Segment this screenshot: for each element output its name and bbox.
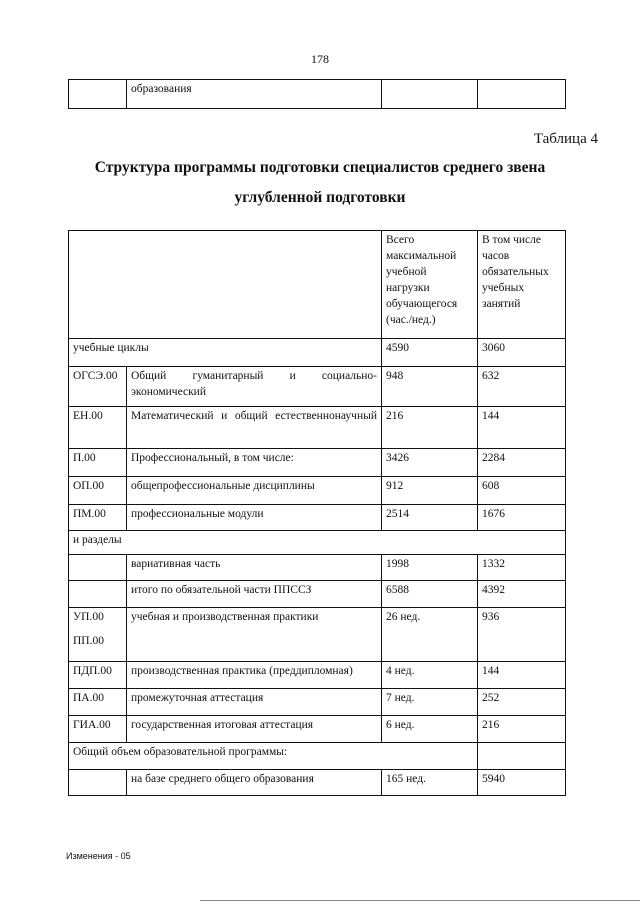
row-code <box>69 770 127 796</box>
row-label: Общий объем образовательной программы: <box>69 743 478 770</box>
row-label: и разделы <box>69 531 566 555</box>
row-code <box>69 555 127 581</box>
header-total-load: Всего максимальной учебной нагрузки обучающегося (час./нед.) <box>382 231 478 339</box>
table-row <box>69 555 566 581</box>
table-row <box>69 716 566 743</box>
row-code: ЕН.00 <box>69 407 127 449</box>
total-value: 3426 <box>382 449 478 477</box>
table-row <box>69 770 566 796</box>
mandatory-value <box>478 743 566 770</box>
row-code: ОГСЭ.00 <box>69 367 127 407</box>
row-code: ГИА.00 <box>69 716 127 743</box>
mandatory-value: 144 <box>478 407 566 449</box>
row-name: производственная практика (преддипломная) <box>127 662 382 689</box>
row-name: на базе среднего общего образования <box>127 770 382 796</box>
footer-revision: Изменения - 05 <box>66 851 131 861</box>
row-name: профессиональные модули <box>127 505 382 531</box>
row-label: учебные циклы <box>69 339 382 367</box>
row-name: итого по обязательной части ППССЗ <box>127 581 382 608</box>
page-number: 178 <box>311 52 329 66</box>
table-row <box>69 531 566 555</box>
total-value: 165 нед. <box>382 770 478 796</box>
mandatory-value: 1676 <box>478 505 566 531</box>
title-line-2: углубленной подготовки <box>234 189 406 206</box>
mandatory-value: 936 <box>478 608 566 662</box>
total-value: 26 нед. <box>382 608 478 662</box>
title-line-1: Структура программы подготовки специалистов среднего звена <box>94 159 546 176</box>
row-code <box>69 581 127 608</box>
table-row <box>69 407 566 449</box>
row-code: П.00 <box>69 449 127 477</box>
row-code: ПДП.00 <box>69 662 127 689</box>
table-row <box>69 581 566 608</box>
table-row <box>69 339 566 367</box>
total-value: 6588 <box>382 581 478 608</box>
row-name: Математический и общий естественнонаучный <box>127 407 382 449</box>
total-value: 1998 <box>382 555 478 581</box>
table-cell: образования <box>127 80 382 109</box>
page-title <box>0 153 640 213</box>
mandatory-value: 4392 <box>478 581 566 608</box>
bottom-rule <box>200 900 640 901</box>
total-value: 912 <box>382 477 478 505</box>
table-row <box>69 80 566 109</box>
mandatory-value: 216 <box>478 716 566 743</box>
total-value: 2514 <box>382 505 478 531</box>
header-mandatory-hours: В том числе часов обязательных учебных занятий <box>478 231 566 339</box>
table-row <box>69 477 566 505</box>
total-value: 4590 <box>382 339 478 367</box>
code-pp: ПП.00 <box>73 635 104 647</box>
table-row <box>69 505 566 531</box>
row-name: учебная и производственная практики <box>127 608 382 662</box>
row-code: ОП.00 <box>69 477 127 505</box>
mandatory-value: 608 <box>478 477 566 505</box>
row-code <box>69 608 127 662</box>
total-value: 4 нед. <box>382 662 478 689</box>
header-row <box>69 231 566 339</box>
row-name: государственная итоговая аттестация <box>127 716 382 743</box>
total-value: 216 <box>382 407 478 449</box>
code-up: УП.00 <box>73 611 104 623</box>
row-name: Профессиональный, в том числе: <box>127 449 382 477</box>
mandatory-value: 632 <box>478 367 566 407</box>
mandatory-value: 2284 <box>478 449 566 477</box>
row-name: промежуточная аттестация <box>127 689 382 716</box>
row-name: общепрофессиональные дисциплины <box>127 477 382 505</box>
header-cell-blank <box>69 231 382 339</box>
total-value: 948 <box>382 367 478 407</box>
mandatory-value: 252 <box>478 689 566 716</box>
continuation-table <box>68 79 566 109</box>
mandatory-value: 144 <box>478 662 566 689</box>
table-row <box>69 743 566 770</box>
mandatory-value: 5940 <box>478 770 566 796</box>
mandatory-value: 3060 <box>478 339 566 367</box>
table-row <box>69 608 566 662</box>
program-structure-table <box>68 230 566 796</box>
table-row <box>69 662 566 689</box>
total-value: 7 нед. <box>382 689 478 716</box>
row-code: ПА.00 <box>69 689 127 716</box>
row-code: ПМ.00 <box>69 505 127 531</box>
table-row <box>69 367 566 407</box>
table-label: Таблица 4 <box>533 131 598 147</box>
table-cell <box>69 80 127 109</box>
row-name: Общий гуманитарный и социально-экономический <box>127 367 382 407</box>
table-cell <box>478 80 566 109</box>
table-cell <box>382 80 478 109</box>
total-value: 6 нед. <box>382 716 478 743</box>
row-name: вариативная часть <box>127 555 382 581</box>
mandatory-value: 1332 <box>478 555 566 581</box>
table-row <box>69 689 566 716</box>
table-row <box>69 449 566 477</box>
